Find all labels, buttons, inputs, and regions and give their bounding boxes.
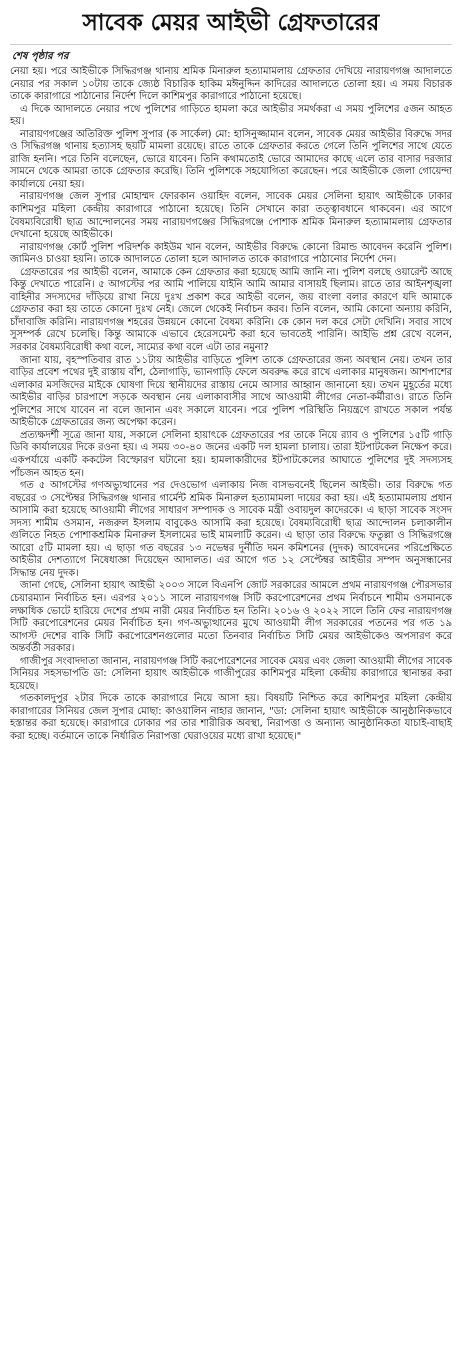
- article-paragraph-1: নেয়া হয়। পরে আইভীকে সিদ্ধিরগঞ্জ থানায় শ্রমিক মিনারুল হত্যামামলায় গ্রেফতার দেখিয়ে নারায়ণগঞ্জ আদালতে নেয়ার পর সকাল ১০টায় তাকে জ্যেষ্ঠ বিচারিক হাকিম মঈনুদ্দিন কাদিরের আদালতে তোলা হয়। এ সময় বিচারক তাকে কারাগারে পাঠানোর নির্দেশ দিলে কাশিমপুর কারাগারে পাঠানো হয়েছে।: [10, 66, 452, 103]
- article-paragraph-10: জানা গেছে, সেলিনা হায়াৎ আইভী ২০০৩ সালে বিএনপি জোট সরকারের আমলে প্রথম নারায়ণগঞ্জ পৌরসভার চেয়ারম্যান নির্বাচিত হন। এরপর ২০১১ সালে নারায়ণগঞ্জ সিটি করপোরেশনের প্রথম নির্বাচনে শামীম ওসমানকে লক্ষাধিক ভোটে হারিয়ে দেশের প্রথম নারী মেয়র নির্বাচিত হন তিনি। ২০১৬ ও ২০২২ সালে তিনি ফের নারায়ণগঞ্জ সিটি করপোরেশনের মেয়র নির্বাচিত হন। গণ-অভ্যুত্থানের মুখে আওয়ামী লীগ সরকারের পতনের পর গত ১৯ আগস্ট দেশের বাকি সিটি করপোরেশনগুলোর মতো তিনবার নির্বাচিত সিটি মেয়র আইভীকেও অপসারণ করে অন্তর্বর্তী সরকার।: [10, 580, 452, 655]
- article-paragraph-9: গত ৫ আগস্টের গণঅভ্যুত্থানের পর দেওভোগ এলাকায় নিজ বাসভবনেই ছিলেন আইভী। তার বিরুদ্ধে গত বছরের ৩ সেপ্টেম্বর সিদ্ধিরগঞ্জ থানার গার্মেন্ট শ্রমিক মিনারুল হত্যামামলা দায়ের করা হয়। এই হত্যামামলায় প্রধান আসামি করা হয়েছে আওয়ামী লীগের সাধারণ সম্পাদক ও সাবেক মন্ত্রী ওবায়দুল কাদেরকে। এ ছাড়া সাবেক সংসদ সদস্য শামীম ওসমান, নজরুল ইসলাম বাবুকেও আসামি করা হয়েছে। বৈষম্যবিরোধী ছাত্র আন্দোলন চলাকালীন গুলিতে নিহত পোশাকশ্রমিক মিনারুল ইসলামের ভাই মামলাটি করেন। এ ছাড়া তার বিরুদ্ধে ফতুল্লা ও সিদ্ধিরগঞ্জে আরো ৫টি মামলা হয়। এ ছাড়া গত বছরের ১৩ নভেম্বর দুর্নীতি দমন কমিশনের (দুদক) আবেদনের পরিপ্রেক্ষিতে আইভীর দেশত্যাগে নিষেধাজ্ঞা দিয়েছেন আদালত। এর আগে গত ১২ সেপ্টেম্বর আইভীর সম্পদ অনুসন্ধানের সিদ্ধান্ত নেয় দুদক।: [10, 480, 452, 579]
- article-paragraph-6: গ্রেফতারের পর আইভী বলেন, আমাকে কেন গ্রেফতার করা হয়েছে আমি জানি না। পুলিশ বলছে ওয়ারেন্ট আছে কিন্তু দেখাতে পারেনি। ৫ আগস্টের পর আমি পালিয়ে যাইনি আমি আমার বাসায়ই ছিলাম। রাতে তার আইনশৃঙ্খলা বাহিনীর সদস্যদের দাঁড়িয়ে রাখা নিয়ে দুঃখ প্রকাশ করে আইভী বলেন, জয় বাংলা বলার কারণে যদি আমাকে গ্রেফতার করা হয় তাতে কোনো দুঃখ নেই। জেলে থেকেই নির্বাচন করব। তিনি বলেন, আমি কোনো অন্যায় করিনি, চাঁদাবাজি করিনি। নারায়ণগঞ্জ শহরের উন্নয়নে কোনো বৈষম্য করিনি। কে কোন দল করে সেটা দেখিনি। সবার সাথে সুসম্পর্ক রেখে চলেছি। কিন্তু আমাকে এভাবে হেরেসমেন্ট করা হবে ভাবতেই পারিনি। আইভি প্রশ্ন রেখে বলেন, সরকার বৈষম্যবিরোধী কথা বলে, সাম্যের কথা বলে এটা তার নমুনা?: [10, 266, 452, 354]
- article-paragraph-12: গতকালদুপুর ২টার দিকে তাকে কারাগারে নিয়ে আসা হয়। বিষয়টি নিশ্চিত করে কাশিমপুর মহিলা কেন্দ্রীয় কারাগারের সিনিয়র জেল সুপার মোছা: কাওয়ালিন নাহার জানান, "ডা: সেলিনা হায়াৎ আইভীকে আনুষ্ঠানিকভাবে হস্তান্তর করা হয়েছে। কারাগারে ঢোকার পর তার শারীরিক অবস্থা, নিরাপত্তা ও অন্যান্য আনুষ্ঠানিকতা যাচাই-বাছাই করা হচ্ছে। বর্তমানে তাকে নির্ধারিত নিরাপত্তা ঘেরাওয়ের মধ্যে রাখা হয়েছে।": [10, 693, 452, 742]
- article-paragraph-4: নারায়ণগঞ্জ জেল সুপার মোহাম্মদ ফোরকান ওয়াহিদ বলেন, সাবেক মেয়র সেলিনা হায়াৎ আইভীকে ঢাকার কাশিমপুর মহিলা কেন্দ্রীয় কারাগারে পাঠানো হয়েছে। তিনি সেখানে কারা তত্ত্বাবধানে থাকবেন। এর আগে বৈষম্যবিরোধী ছাত্র আন্দোলনের সময় নারায়ণগঞ্জের সিদ্ধিরগঞ্জে পোশাক শ্রমিক মিনারুল হত্যামামলায় গ্রেফতার দেখানো হয়েছে আইভীকে।: [10, 191, 452, 241]
- article-body: [10, 66, 452, 744]
- article-paragraph-7: জানা যায়, বৃহস্পতিবার রাত ১১টায় আইভীর বাড়িতে পুলিশ তাকে গ্রেফতারের জন্য অবস্থান নেয়। তখন তার বাড়ির প্রবেশ পথের দুই রাস্তায় বাঁশ, ঠেলাগাড়ি, ভ্যানগাড়ি ফেলে অবরুদ্ধ করে রাখে এলাকার মানুষজন। আশপাশের এলাকার মসজিদের মাইকে ঘোষণা দিয়ে স্থানীয়দের রাস্তায় নেমে আসার আহ্বান জানানো হয়। তখন মুহূর্তের মধ্যে আইভীর বাড়ির চারপাশে সড়কে অবস্থান নেয় এলাকাবাসীর সাথে আওয়ামী লীগের নেতা-কর্মীরাও। রাতে তিনি পুলিশের সাথে যাবেন না বলে জানান এবং সকালে যাবেন। পরে পুলিশ পরিস্থিতি নিয়ন্ত্রণে রাখতে সকাল পর্যন্ত আইভীকে গ্রেফতারের জন্য অপেক্ষা করেন।: [10, 354, 452, 429]
- article-paragraph-8: প্রত্যক্ষদর্শী সূত্রে জানা যায়, সকালে সেলিনা হায়াৎকে গ্রেফতারের পর তাকে নিয়ে র‍্যাব ও পুলিশের ১৫টি গাড়ি ডিবি কার্যালয়ের দিকে রওনা হয়। এ সময় ৩০-৪০ জনের একটি দল হামলা চালায়। তারা ইটপাটকেল নিক্ষেপ করে। একপর্যায়ে একটি ককটেল বিস্ফোরণ ঘটানো হয়। হামলাকারীদের ইটপাটকেলের আঘাতে পুলিশের দুই সদস্যসহ পাঁচজন আহত হন।: [10, 429, 452, 479]
- article-headline: সাবেক মেয়র আইভী গ্রেফতারের: [10, 8, 452, 45]
- article-paragraph-2: এ দিকে আদালতে নেয়ার পথে পুলিশের গাড়িতে হামলা করে আইভীর সমর্থকরা এ সময় পুলিশের ৫জন আহত হয়।: [10, 103, 452, 128]
- continuation-label: শেষ পৃষ্ঠার পর: [12, 51, 69, 62]
- article-paragraph-5: নারায়ণগঞ্জ কোর্ট পুলিশ পরিদর্শক কাইউম খান বলেন, আইভীর বিরুদ্ধে কোনো রিমান্ড আবেদন করেনি পুলিশ। জামিনও চাওয়া হয়নি। তাকে আদালতে তোলা হলে আদালত তাকে কারাগারে পাঠানোর নির্দেশ দেন।: [10, 241, 452, 266]
- article-paragraph-11: গাজীপুর সংবাদদাতা জানান, নারায়ণগঞ্জ সিটি করপোরেশনের সাবেক মেয়র এবং জেলা আওয়ামী লীগের সাবেক সিনিয়র সহসভাপতি ডা: সেলিনা হায়াৎ আইভীকে গাজীপুরের কাশিমপুর মহিলা কেন্দ্রীয় কারাগারে স্থানান্তর করা হয়েছে।: [10, 655, 452, 692]
- article-paragraph-3: নারায়ণগঞ্জের অতিরিক্ত পুলিশ সুপার (ক সার্কেল) মো: হাসিনুজ্জামান বলেন, সাবেক মেয়র আইভীর বিরুদ্ধে সদর ও সিদ্ধিরগঞ্জ থানায় হত্যাসহ ছয়টি মামলা রয়েছে। রাতে তাকে গ্রেফতার করতে গেলে তিনি পুলিশের সাথে যেতে রাজি হননি। পরে তিনি বলেছেন, ভোরে যাবেন। তিনি কথামতোই ভোরে আমাদের কাছে এলে তার বাসার দরজার সামনে থেকে আমরা তাকে গ্রেফতার করেছি। তিনি পুলিশকে সহযোগিতা করেছেন। পরে আইভীকে জেলা গোয়েন্দা কার্যালয়ে নেয়া হয়।: [10, 128, 452, 190]
